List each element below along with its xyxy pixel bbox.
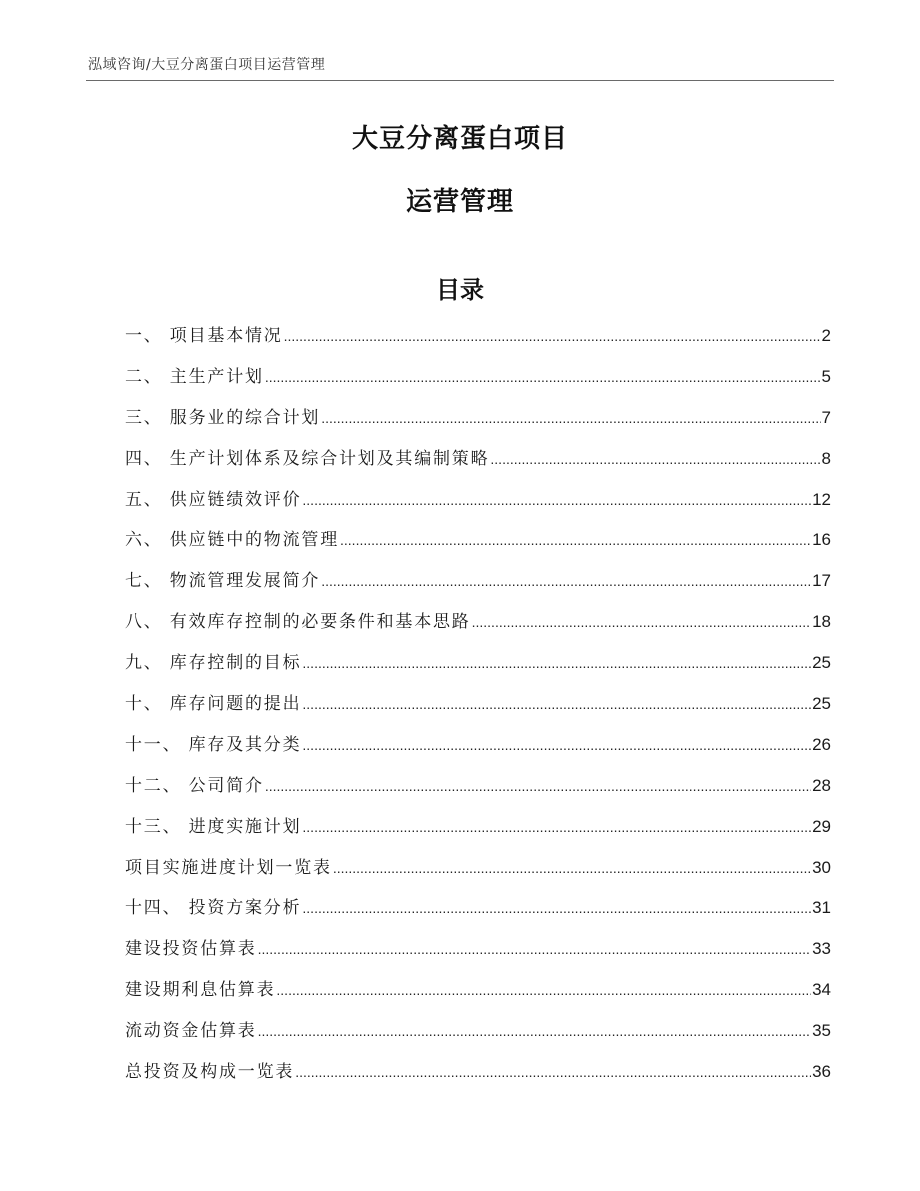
toc-dot-leader (302, 819, 811, 835)
toc-dot-leader (302, 655, 811, 671)
toc-entry-label: 五、 供应链绩效评价 (125, 489, 302, 510)
toc-entry[interactable] (125, 1016, 831, 1057)
toc-dot-leader (276, 982, 811, 998)
toc-entry-label: 项目实施进度计划一览表 (125, 857, 332, 878)
toc-entry-page: 26 (812, 734, 831, 754)
toc-entry[interactable] (125, 812, 831, 853)
toc-dot-leader (472, 614, 811, 630)
toc-entry-label: 三、 服务业的综合计划 (125, 407, 321, 428)
toc-dot-leader (321, 573, 811, 589)
toc-dot-leader (258, 1023, 811, 1039)
toc-entry-label: 四、 生产计划体系及综合计划及其编制策略 (125, 448, 490, 469)
toc-entry[interactable] (125, 771, 831, 812)
toc-heading: 目录 (436, 276, 484, 304)
toc-dot-leader (302, 737, 811, 753)
document-title: 大豆分离蛋白项目 (351, 124, 568, 154)
toc-entry[interactable] (125, 444, 831, 485)
toc-entry[interactable] (125, 321, 831, 362)
header-divider (86, 80, 834, 81)
toc-entry[interactable] (125, 566, 831, 607)
toc-entry-label: 九、 库存控制的目标 (125, 653, 302, 674)
toc-entry-page: 31 (812, 898, 831, 918)
toc-entry-page: 25 (812, 653, 831, 673)
toc-entry-page: 33 (812, 939, 831, 959)
toc-dot-leader (265, 369, 821, 385)
toc-dot-leader (302, 696, 811, 712)
toc-entry[interactable] (125, 362, 831, 403)
toc-dot-leader (333, 860, 811, 876)
toc-entry[interactable] (125, 403, 831, 444)
toc-dot-leader (284, 328, 821, 344)
toc-entry-page: 16 (812, 530, 831, 550)
toc-entry-page: 17 (812, 571, 831, 591)
toc-entry-label: 十二、 公司简介 (125, 775, 264, 796)
toc-dot-leader (340, 532, 811, 548)
toc-entry[interactable] (125, 853, 831, 894)
toc-dot-leader (258, 941, 811, 957)
toc-entry-page: 2 (821, 326, 831, 345)
running-header: 泓域咨询/大豆分离蛋白项目运营管理 (88, 57, 326, 73)
toc-entry[interactable] (125, 485, 831, 526)
toc-dot-leader (321, 410, 820, 426)
toc-entry[interactable] (125, 934, 831, 975)
toc-entry-page: 8 (821, 448, 831, 468)
toc-dot-leader (302, 900, 811, 916)
toc-entry-page: 29 (812, 816, 831, 836)
toc-entry-page: 30 (812, 857, 831, 877)
toc-dot-leader (265, 778, 811, 794)
toc-entry-label: 十四、 投资方案分析 (125, 898, 302, 919)
toc-entry-page: 5 (821, 366, 831, 386)
toc-entry[interactable] (125, 1057, 831, 1098)
toc-entry[interactable] (125, 975, 831, 1016)
toc-entry[interactable] (125, 730, 831, 771)
toc-entry-page: 35 (812, 1021, 831, 1041)
toc-entry-label: 十一、 库存及其分类 (125, 734, 302, 755)
document-subtitle: 运营管理 (405, 187, 514, 217)
toc-entry-label: 流动资金估算表 (125, 1021, 257, 1042)
toc-entry-page: 28 (812, 775, 831, 795)
table-of-contents (125, 321, 831, 1098)
toc-entry-page: 36 (812, 1062, 831, 1082)
toc-entry-label: 建设投资估算表 (125, 939, 257, 960)
toc-entry-label: 六、 供应链中的物流管理 (125, 530, 340, 551)
toc-entry[interactable] (125, 648, 831, 689)
toc-entry-page: 34 (812, 980, 831, 1000)
toc-entry-label: 总投资及构成一览表 (125, 1062, 295, 1083)
toc-entry[interactable] (125, 607, 831, 648)
toc-entry-page: 18 (812, 612, 831, 632)
toc-dot-leader (490, 451, 820, 467)
toc-entry-label: 建设期利息估算表 (125, 980, 276, 1001)
toc-dot-leader (302, 492, 811, 508)
toc-entry-label: 十、 库存问题的提出 (125, 694, 302, 715)
toc-entry[interactable] (125, 689, 831, 730)
toc-entry-label: 七、 物流管理发展简介 (125, 571, 321, 592)
toc-entry[interactable] (125, 525, 831, 566)
toc-entry-page: 12 (812, 489, 831, 509)
toc-entry-page: 25 (812, 694, 831, 714)
toc-entry-label: 八、 有效库存控制的必要条件和基本思路 (125, 612, 471, 633)
toc-entry-label: 二、 主生产计划 (125, 366, 264, 387)
toc-dot-leader (295, 1064, 811, 1080)
toc-entry-label: 一、 项目基本情况 (125, 326, 283, 346)
toc-entry[interactable] (125, 893, 831, 934)
toc-entry-label: 十三、 进度实施计划 (125, 816, 302, 837)
toc-entry-page: 7 (821, 407, 831, 427)
